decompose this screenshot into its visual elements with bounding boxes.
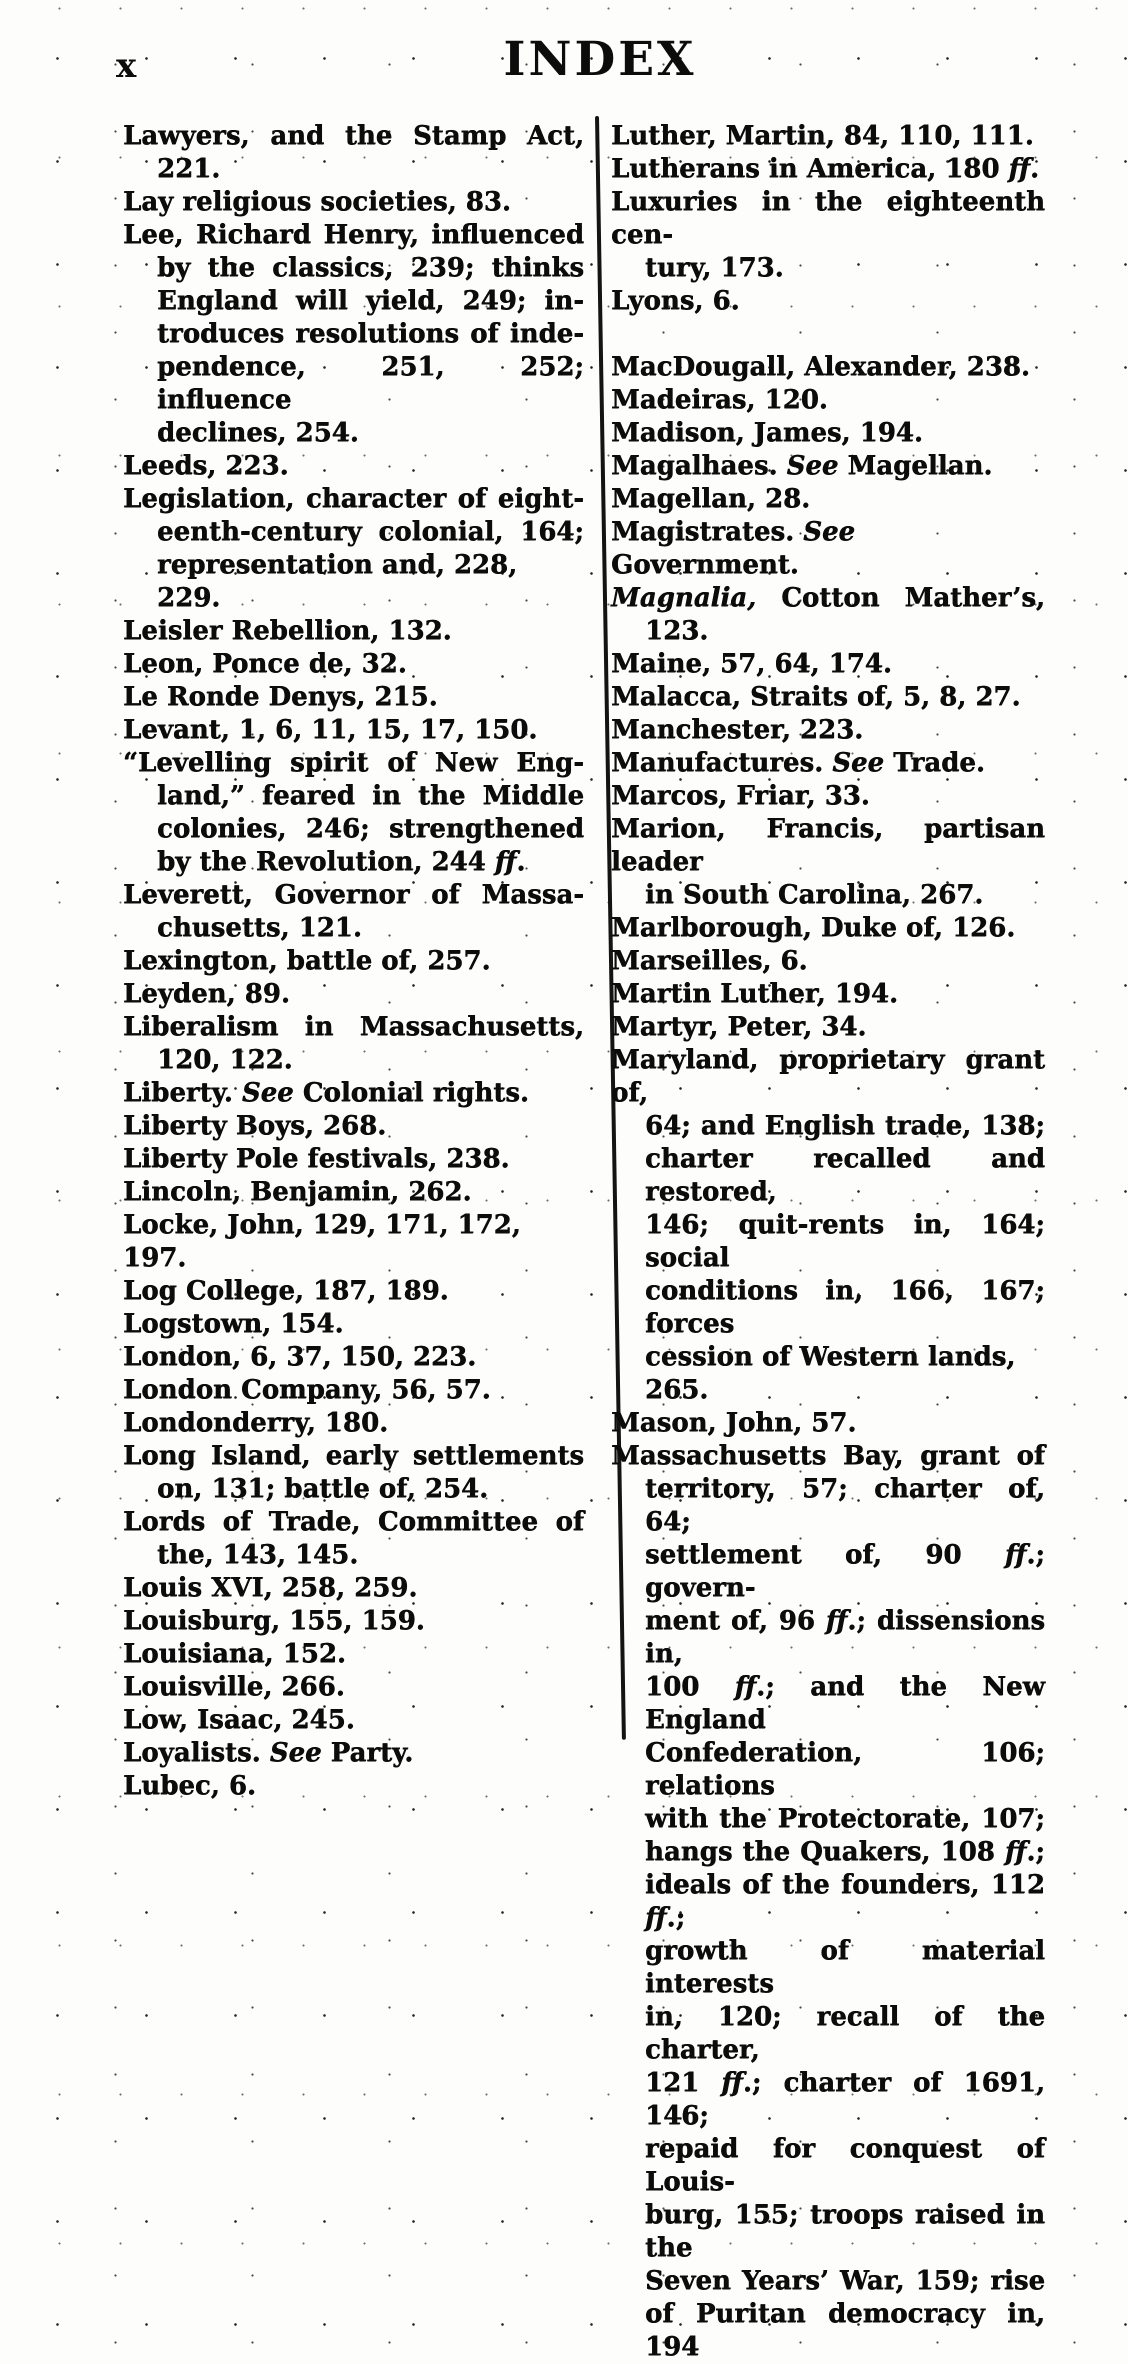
index-entry — [123, 450, 584, 483]
index-line: Martyr, Peter, 34. — [611, 1012, 867, 1042]
index-entry — [123, 219, 584, 450]
index-line: London, 6, 37, 150, 223. — [123, 1342, 477, 1372]
index-line: Louisville, 266. — [123, 1672, 345, 1702]
index-entry — [611, 978, 1045, 1011]
italic-text: Magnalia, — [611, 583, 757, 613]
index-line: Legislation, character of eight- — [123, 484, 584, 514]
index-entry — [123, 1176, 584, 1209]
index-entry — [611, 153, 1045, 186]
index-line: troduces resolutions of inde- — [157, 319, 584, 349]
index-entry — [611, 681, 1045, 714]
index-entry — [611, 516, 1045, 582]
index-line: hangs the Quakers, 108 ff.; — [645, 1837, 1045, 1867]
index-line: 64; and English trade, 138; — [645, 1111, 1045, 1141]
italic-text: See — [832, 748, 885, 778]
index-line: 221. — [157, 154, 221, 184]
index-line: Marion, Francis, partisan leader — [611, 814, 1045, 877]
index-line: by the Revolution, 244 ff. — [157, 847, 526, 877]
index-entry — [123, 1143, 584, 1176]
index-line: land,” feared in the Middle — [157, 781, 584, 811]
index-line: Low, Isaac, 245. — [123, 1705, 355, 1735]
index-line: in South Carolina, 267. — [645, 880, 984, 910]
index-line: Leeds, 223. — [123, 451, 289, 481]
index-line: Louisiana, 152. — [123, 1639, 346, 1669]
index-line: Louisburg, 155, 159. — [123, 1606, 425, 1636]
index-entry — [123, 681, 584, 714]
index-entry — [123, 186, 584, 219]
index-line: Log College, 187, 189. — [123, 1276, 449, 1306]
index-entry — [123, 1638, 584, 1671]
index-line: Liberty. See Colonial rights. — [123, 1078, 529, 1108]
index-entry — [123, 1110, 584, 1143]
index-line: Seven Years’ War, 159; rise — [645, 2266, 1045, 2296]
index-line: Locke, John, 129, 171, 172, 197. — [123, 1210, 521, 1273]
italic-text: ff — [1008, 154, 1031, 184]
index-line: Long Island, early settlements — [123, 1441, 584, 1471]
index-line: Luxuries in the eighteenth cen- — [611, 187, 1045, 250]
index-entry — [123, 1605, 584, 1638]
index-line: London Company, 56, 57. — [123, 1375, 491, 1405]
page-number: x — [116, 46, 138, 86]
italic-text: ff — [645, 1903, 667, 1933]
index-entry — [123, 1374, 584, 1407]
index-line: Marcos, Friar, 33. — [611, 781, 870, 811]
index-entry — [611, 483, 1045, 516]
index-line: Logstown, 154. — [123, 1309, 344, 1339]
index-line: Lords of Trade, Committee of — [123, 1507, 584, 1537]
index-line: Leon, Ponce de, 32. — [123, 649, 407, 679]
italic-text: See — [241, 1078, 294, 1108]
italic-text: ff — [825, 1606, 848, 1636]
index-entry — [611, 912, 1045, 945]
index-line: burg, 155; troops raised in the — [645, 2200, 1045, 2263]
index-line: the, 143, 145. — [157, 1540, 359, 1570]
index-line: by the classics, 239; thinks — [157, 253, 584, 283]
index-line: Leyden, 89. — [123, 979, 290, 1009]
index-entry — [611, 285, 1045, 318]
index-line: Lay religious societies, 83. — [123, 187, 511, 217]
index-line: with the Protectorate, 107; — [645, 1804, 1045, 1834]
index-entry — [123, 1440, 584, 1506]
index-entry — [123, 615, 584, 648]
index-line: Leisler Rebellion, 132. — [123, 616, 452, 646]
index-line: Lee, Richard Henry, influenced — [123, 220, 584, 250]
index-line: “Levelling spirit of New Eng- — [123, 748, 584, 778]
index-line: chusetts, 121. — [157, 913, 362, 943]
index-line: 121 ff.; charter of 1691, 146; — [645, 2068, 1045, 2131]
index-line: pendence, 251, 252; influence — [157, 352, 584, 415]
index-line: conditions in, 166, 167; forces — [645, 1276, 1045, 1339]
index-line: representation and, 228, 229. — [157, 550, 518, 613]
index-line: Luther, Martin, 84, 110, 111. — [611, 121, 1034, 151]
index-line: Manufactures. See Trade. — [611, 748, 985, 778]
index-entry — [123, 1275, 584, 1308]
index-line: on, 131; battle of, 254. — [157, 1474, 489, 1504]
italic-text: ff — [1004, 1540, 1027, 1570]
index-line: 146; quit-rents in, 164; social — [645, 1210, 1045, 1273]
index-entry — [611, 582, 1045, 648]
index-line: Le Ronde Denys, 215. — [123, 682, 438, 712]
italic-text: ff — [494, 847, 517, 877]
index-line: Louis XVI, 258, 259. — [123, 1573, 418, 1603]
index-line: Levant, 1, 6, 11, 15, 17, 150. — [123, 715, 538, 745]
index-entry — [611, 186, 1045, 285]
index-entry — [123, 1506, 584, 1572]
index-entry — [611, 1011, 1045, 1044]
italic-text: See — [803, 517, 856, 547]
index-entry — [611, 417, 1045, 450]
index-line: Magistrates. See Government. — [611, 517, 856, 580]
index-line: Lutherans in America, 180 ff. — [611, 154, 1040, 184]
index-line: Londonderry, 180. — [123, 1408, 389, 1438]
index-line: England will yield, 249; in- — [157, 286, 584, 316]
index-line: Magnalia, Cotton Mather’s, — [611, 583, 1045, 613]
index-line: Magalhaes. See Magellan. — [611, 451, 993, 481]
index-line: territory, 57; charter of, 64; — [645, 1474, 1045, 1537]
index-line: ment of, 96 ff.; dissensions in, — [645, 1606, 1045, 1669]
italic-text: ff — [721, 2068, 743, 2098]
index-line: charter recalled and restored, — [645, 1144, 1045, 1207]
index-line: Liberty Boys, 268. — [123, 1111, 387, 1141]
index-line: 120, 122. — [157, 1045, 293, 1075]
index-line: eenth-century colonial, 164; — [157, 517, 584, 547]
index-entry — [123, 879, 584, 945]
index-line: MacDougall, Alexander, 238. — [611, 352, 1030, 382]
index-entry — [123, 120, 584, 186]
index-entry — [123, 1407, 584, 1440]
index-line: Massachusetts Bay, grant of — [611, 1441, 1045, 1471]
index-entry — [611, 1440, 1045, 2364]
index-entry — [123, 1011, 584, 1077]
index-column-left — [123, 120, 584, 1803]
index-entry — [123, 1209, 584, 1275]
index-line: in, 120; recall of the charter, — [645, 2002, 1045, 2065]
index-line: Magellan, 28. — [611, 484, 811, 514]
index-line: repaid for conquest of Louis- — [645, 2134, 1045, 2197]
index-entry — [611, 384, 1045, 417]
index-entry — [123, 1308, 584, 1341]
index-line: Maine, 57, 64, 174. — [611, 649, 892, 679]
index-entry — [123, 1671, 584, 1704]
index-line: Lexington, battle of, 257. — [123, 946, 491, 976]
index-line: colonies, 246; strengthened — [157, 814, 584, 844]
index-line: 123. — [645, 616, 709, 646]
index-entry — [123, 945, 584, 978]
italic-text: See — [786, 451, 839, 481]
index-line: Liberalism in Massachusetts, — [123, 1012, 584, 1042]
index-line: Marseilles, 6. — [611, 946, 808, 976]
index-line: Martin Luther, 194. — [611, 979, 899, 1009]
index-entry — [611, 813, 1045, 912]
index-entry — [123, 1770, 584, 1803]
index-entry — [123, 1077, 584, 1110]
index-line: Maryland, proprietary grant of, — [611, 1045, 1045, 1108]
index-line: ideals of the founders, 112 ff.; — [645, 1870, 1045, 1933]
index-line: of Puritan democracy in, 194 — [645, 2299, 1045, 2362]
index-entry — [611, 780, 1045, 813]
page-title: INDEX — [503, 32, 697, 87]
index-entry — [611, 1407, 1045, 1440]
index-entry — [611, 714, 1045, 747]
index-entry — [123, 747, 584, 879]
italic-text: See — [269, 1738, 322, 1768]
index-entry — [611, 648, 1045, 681]
index-entry — [123, 483, 584, 615]
index-line: Lincoln, Benjamin, 262. — [123, 1177, 472, 1207]
italic-text: ff — [1004, 1837, 1027, 1867]
index-entry — [123, 1572, 584, 1605]
index-entry — [611, 351, 1045, 384]
index-entry — [611, 450, 1045, 483]
index-line: growth of material interests — [645, 1936, 1045, 1999]
index-line: Liberty Pole festivals, 238. — [123, 1144, 510, 1174]
index-line: Confederation, 106; relations — [645, 1738, 1045, 1801]
index-line: settlement of, 90 ff.; govern- — [645, 1540, 1045, 1603]
index-entry — [123, 1341, 584, 1374]
index-line: Lyons, 6. — [611, 286, 740, 316]
index-entry — [123, 648, 584, 681]
index-entry — [123, 714, 584, 747]
index-entry — [123, 1737, 584, 1770]
index-entry — [611, 120, 1045, 153]
italic-text: ff — [734, 1672, 757, 1702]
index-line: Lawyers, and the Stamp Act, — [123, 121, 584, 151]
index-line: declines, 254. — [157, 418, 359, 448]
index-line: Madison, James, 194. — [611, 418, 923, 448]
index-entry — [611, 1044, 1045, 1407]
index-line: Marlborough, Duke of, 126. — [611, 913, 1016, 943]
index-entry — [123, 978, 584, 1011]
index-line: Lubec, 6. — [123, 1771, 256, 1801]
index-line: Loyalists. See Party. — [123, 1738, 414, 1768]
column-gap — [611, 318, 1045, 351]
index-line: Manchester, 223. — [611, 715, 864, 745]
index-line: 100 ff.; and the New England — [645, 1672, 1045, 1735]
index-entry — [123, 1704, 584, 1737]
index-line: Malacca, Straits of, 5, 8, 27. — [611, 682, 1021, 712]
index-line: Leverett, Governor of Massa- — [123, 880, 584, 910]
index-entry — [611, 747, 1045, 780]
index-entry — [611, 945, 1045, 978]
index-line: tury, 173. — [645, 253, 784, 283]
index-line: cession of Western lands, 265. — [645, 1342, 1016, 1405]
index-line: Mason, John, 57. — [611, 1408, 857, 1438]
index-column-right — [611, 120, 1045, 2364]
index-line: Madeiras, 120. — [611, 385, 828, 415]
